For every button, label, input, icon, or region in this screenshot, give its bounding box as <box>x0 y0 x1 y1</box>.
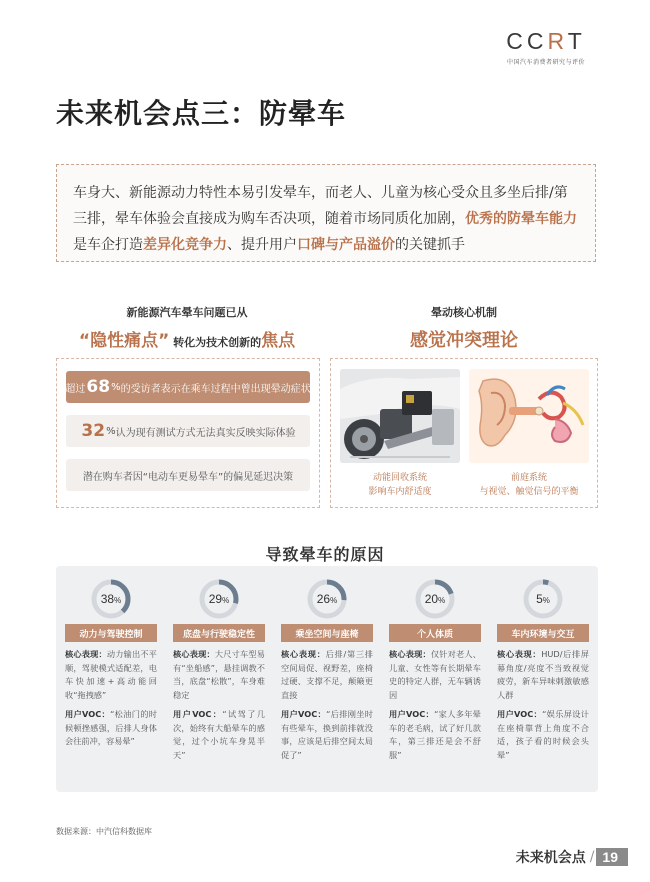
voc-key: 用户VOC： <box>497 709 543 719</box>
logo-mark-t: T <box>567 28 586 54</box>
voc-text: “试驾了几次，始终有大船晕车的感觉，过个小坑车身晃半天” <box>173 709 265 760</box>
left-heading-focus: 焦点 <box>261 331 296 351</box>
cause-tag: 底盘与行驶稳定性 <box>173 624 265 642</box>
data-source: 数据来源：中汽信科数据库 <box>56 827 152 836</box>
footer-label: 未来机会点 <box>515 850 586 866</box>
left-heading-quote: “隐性痛点” <box>78 331 170 351</box>
percent-label <box>414 578 456 620</box>
left-heading-mid: 转化为技术创新的 <box>173 336 262 349</box>
stats-panel <box>56 358 320 508</box>
caption-vestibular-line2: 与视觉、触觉信号的平衡 <box>479 487 579 497</box>
core-paragraph <box>281 648 373 702</box>
caption-energy-recovery-line1: 动能回收系统 <box>372 473 427 483</box>
percent-value: 5 <box>536 592 543 606</box>
percent-label <box>90 578 132 620</box>
cause-text <box>65 648 157 749</box>
voc-paragraph <box>65 708 157 749</box>
core-key: 核心表现： <box>389 649 431 659</box>
summary-highlight-2: 差异化竞争力 <box>143 237 227 253</box>
voc-text: “松油门的时候顿挫感强，后排人身体会往前冲，容易晕” <box>65 709 157 746</box>
summary-text-2: 是车企打造 <box>73 237 143 253</box>
left-heading-line1: 新能源汽车晕车问题已从 <box>126 306 248 319</box>
core-paragraph <box>389 648 481 702</box>
stat-68-number: 68 <box>86 377 111 397</box>
logo-mark-cc: CC <box>506 28 548 54</box>
caption-vestibular <box>463 471 595 499</box>
summary-highlight-1: 优秀的防晕车能力 <box>465 211 577 227</box>
stat-68-pct: % <box>111 381 121 393</box>
stat-bias-text: 潜在购车者因“电动车更易晕车”的偏见延迟决策 <box>82 471 294 483</box>
stat-68 <box>66 371 310 403</box>
cause-tag: 乘坐空间与座椅 <box>281 624 373 642</box>
core-key: 核心表现： <box>497 649 542 659</box>
footer-slash: / <box>589 849 595 865</box>
voc-key: 用户VOC： <box>173 709 223 719</box>
voc-paragraph <box>497 708 589 762</box>
core-key: 核心表现： <box>65 649 107 659</box>
page-number: 19 <box>596 848 628 866</box>
voc-key: 用户VOC： <box>281 709 327 719</box>
left-panel-heading <box>56 304 318 351</box>
logo-mark <box>490 28 602 55</box>
cause-text <box>497 648 589 762</box>
logo-mark-r: R <box>547 28 568 54</box>
percent-sign: % <box>114 596 122 605</box>
stat-32-pct: % <box>106 425 116 437</box>
ear-image <box>469 369 589 463</box>
cause-tag: 车内环境与交互 <box>497 624 589 642</box>
cause-tag: 动力与驾驶控制 <box>65 624 157 642</box>
core-text: 大尺寸车型易有“坐船感”，悬挂调教不当，底盘“松散”，车身难稳定 <box>173 649 265 700</box>
right-heading-big: 感觉冲突理论 <box>410 330 518 351</box>
core-text: 动力输出不平顺，驾驶模式适配差，电车快加速+高动能回收“拖拽感” <box>65 649 157 700</box>
summary-text-1: 车身大、新能源动力特性本易引发晕车，而老人、儿童为核心受众且多坐后排/第三排，晕车体验会直接成为购车否决项，随着市场同质化加剧， <box>73 185 568 227</box>
stat-32 <box>66 415 310 447</box>
stat-68-text: 的受访者表示在乘车过程中曾出现晕动症状 <box>120 383 311 395</box>
suspension-image <box>340 369 460 463</box>
caption-vestibular-line1: 前庭系统 <box>510 473 547 483</box>
percent-label <box>198 578 240 620</box>
voc-paragraph <box>389 708 481 762</box>
percent-sign: % <box>222 596 230 605</box>
percent-label <box>306 578 348 620</box>
voc-paragraph <box>281 708 373 762</box>
core-text: 后排/第三排空间局促、视野差，座椅过硬、支撑不足，颠簸更直接 <box>281 649 373 700</box>
voc-text: “后排刚坐时有些晕车，换到前排就没事，应该是后排空间太局促了” <box>281 709 373 760</box>
percent-label <box>522 578 564 620</box>
stat-32-text: 认为现有测试方式无法真实反映实际体验 <box>115 427 296 439</box>
logo-subtitle: 中国汽车消费者研究与评价 <box>506 59 585 66</box>
percent-value: 38 <box>100 592 115 606</box>
right-heading-line1: 晕动核心机制 <box>431 306 497 319</box>
core-text: 仅针对老人、儿童、女性等有长期晕车史的特定人群，无车辆诱因 <box>389 649 481 700</box>
cause-text <box>389 648 481 762</box>
caption-energy-recovery-line2: 影响车内舒适度 <box>368 487 432 497</box>
suspension-illustration <box>340 369 460 463</box>
percent-sign: % <box>438 596 446 605</box>
core-key: 核心表现： <box>281 649 326 659</box>
percent-value: 29 <box>208 592 223 606</box>
section-title-causes: 导致晕车的原因 <box>265 545 385 564</box>
inner-ear-illustration <box>469 369 589 463</box>
summary-text-3: 、提升用户 <box>227 237 297 253</box>
ccrt-logo <box>490 28 602 66</box>
percent-sign: % <box>542 596 550 605</box>
cause-tag: 个人体质 <box>389 624 481 642</box>
core-key: 核心表现： <box>173 649 215 659</box>
voc-key: 用户VOC： <box>65 709 111 719</box>
core-paragraph <box>65 648 157 702</box>
summary-text-4: 的关键抓手 <box>395 237 465 253</box>
voc-text: “娱乐屏设计在座椅靠背上角度不合适，孩子看的时候会头晕” <box>497 709 589 760</box>
cause-text <box>173 648 265 762</box>
left-heading-line2 <box>56 326 318 351</box>
stat-68-pre: 超过 <box>65 383 86 395</box>
core-text: HUD/后排屏幕角度/亮度不当致视觉疲劳，新车异味刺激敏感人群 <box>497 649 589 700</box>
page-footer <box>516 847 628 867</box>
cause-text <box>281 648 373 762</box>
core-paragraph <box>497 648 589 702</box>
stat-bias <box>66 459 310 491</box>
causes-panel <box>56 566 598 792</box>
mechanism-panel <box>330 358 598 508</box>
voc-key: 用户VOC： <box>389 709 435 719</box>
stat-32-number: 32 <box>81 421 106 441</box>
page-title: 未来机会点三：防晕车 <box>56 97 347 130</box>
core-paragraph <box>173 648 265 702</box>
voc-paragraph <box>173 708 265 762</box>
voc-text: “家人多年晕车的老毛病，试了好几款车，第三排还是会不舒服” <box>389 709 481 760</box>
percent-value: 26 <box>316 592 331 606</box>
percent-sign: % <box>330 596 338 605</box>
summary-box <box>56 164 596 262</box>
percent-value: 20 <box>424 592 439 606</box>
summary-highlight-3: 口碑与产品溢价 <box>297 237 395 253</box>
caption-energy-recovery <box>340 471 460 499</box>
right-panel-heading <box>330 304 598 352</box>
